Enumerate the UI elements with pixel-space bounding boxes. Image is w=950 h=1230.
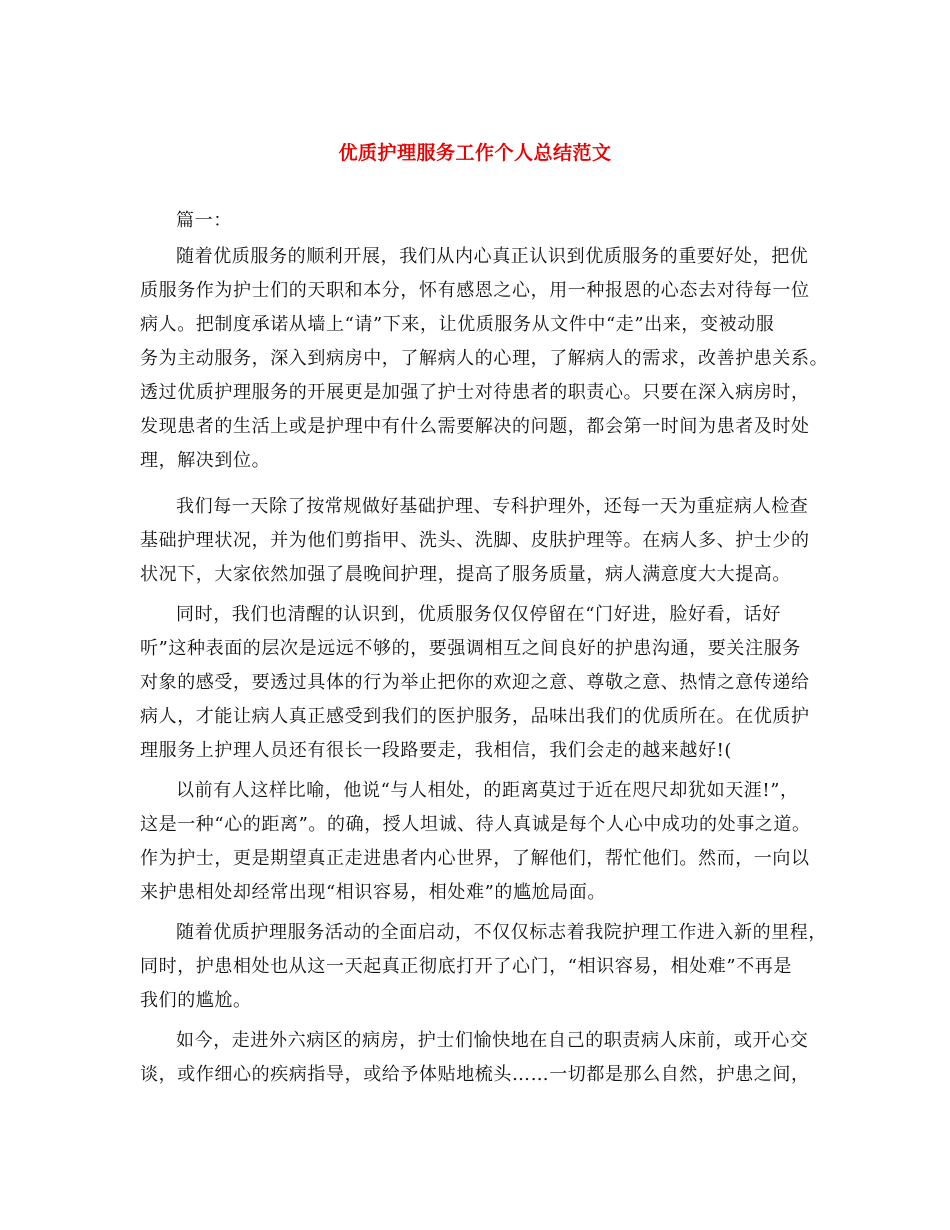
paragraph-line: 透过优质护理服务的开展更是加强了护士对待患者的职责心。只要在深入病房时， [140,382,810,403]
paragraph-line: 基础护理状况，并为他们剪指甲、洗头、洗脚、皮肤护理等。在病人多、护士少的 [140,530,810,551]
paragraph-line: 同时，护患相处也从这一天起真正彻底打开了心门，“相识容易，相处难”不再是 [140,956,793,977]
paragraph-line: 状况下，大家依然加强了晨晚间护理，提高了服务质量，病人满意度大大提高。 [140,564,791,585]
paragraph-line: 发现患者的生活上或是护理中有什么需要解决的问题，都会第一时间为患者及时处 [140,416,810,437]
paragraph-line: 病人。把制度承诺从墙上“请”下来，让优质服务从文件中“走”出来，变被动服 [140,314,775,335]
paragraph-line: 理，解决到位。 [140,450,271,471]
paragraph-line: 作为护士，更是期望真正走进患者内心世界，了解他们，帮忙他们。然而，一向以 [140,848,810,869]
paragraph-line: 听”这种表面的层次是远远不够的，要强调相互之间良好的护患沟通，要关注服务 [140,638,801,659]
paragraph-line: 谈，或作细心的疾病指导，或给予体贴地梳头……一切都是那么自然，护患之间， [140,1064,810,1085]
paragraph-line: 来护患相处却经常出现“相识容易，相处难”的尴尬局面。 [140,882,607,903]
paragraph-line: 务为主动服务，深入到病房中，了解病人的心理，了解病人的需求，改善护患关系。 [140,348,829,369]
document-title: 优质护理服务工作个人总结范文 [338,142,612,164]
paragraph-line: 同时，我们也清醒的认识到，优质服务仅仅停留在“门好进，脸好看，话好 [176,604,781,625]
paragraph-line: 以前有人这样比喻，他说“与人相处，的距离莫过于近在咫尺却犹如天涯!”， [176,780,799,801]
paragraph-line: 病人，才能让病人真正感受到我们的医护服务，品味出我们的优质所在。在优质护 [140,706,810,727]
paragraph-line: 我们的尴尬。 [140,990,252,1011]
paragraph-line: 我们每一天除了按常规做好基础护理、专科护理外，还每一天为重症病人检查 [176,496,809,517]
section-heading: 篇一： [176,210,232,231]
paragraph-line: 随着优质护理服务活动的全面启动，不仅仅标志着我院护理工作进入新的里程， [176,922,827,943]
paragraph-line: 理服务上护理人员还有很长一段路要走，我相信，我们会走的越来越好!( [140,740,733,761]
paragraph-line: 随着优质服务的顺利开展，我们从内心真正认识到优质服务的重要好处，把优 [176,246,809,267]
paragraph-line: 质服务作为护士们的天职和本分，怀有感恩之心，用一种报恩的心态去对待每一位 [140,280,810,301]
paragraph-line: 对象的感受，要透过具体的行为举止把你的欢迎之意、尊敬之意、热情之意传递给 [140,672,810,693]
paragraph-line: 如今，走进外六病区的病房，护士们愉快地在自己的职责病人床前，或开心交 [176,1030,809,1051]
paragraph-line: 这是一种“心的距离”。的确，授人坦诚、待人真诚是每个人心中成功的处事之道。 [140,814,811,835]
